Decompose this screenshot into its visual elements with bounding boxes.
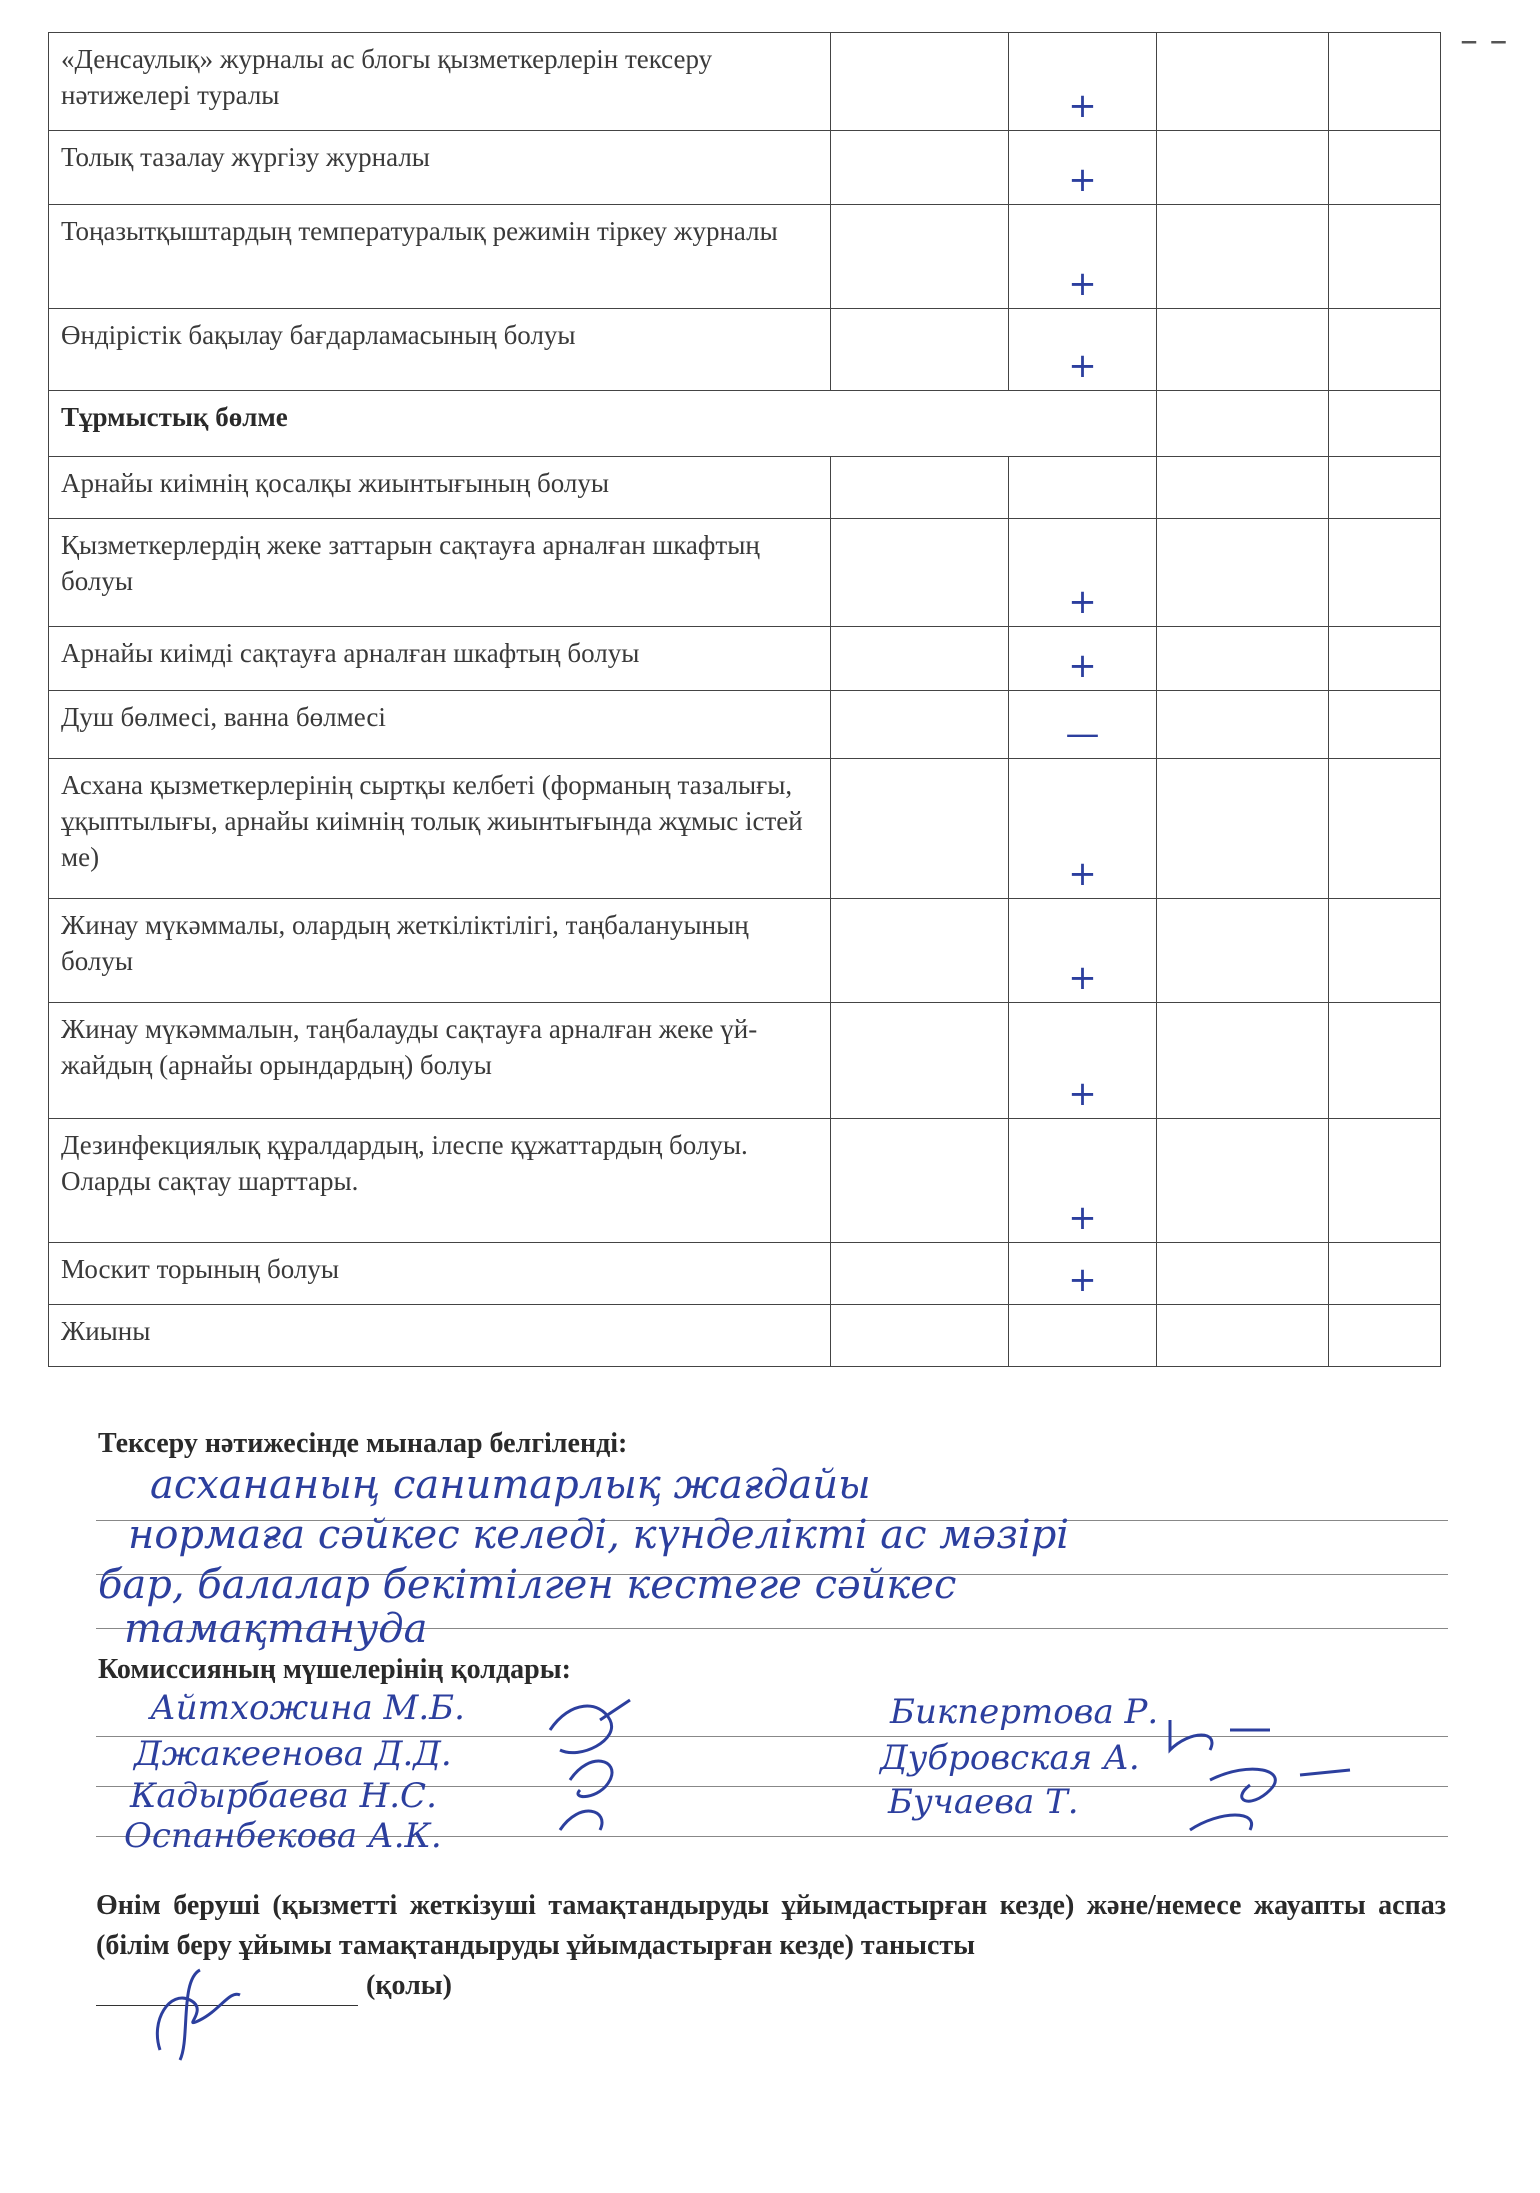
- table-row: [49, 205, 1441, 309]
- signatory-name: Кадырбаева Н.С.: [130, 1776, 437, 1816]
- row-label: Дезинфекциялық құралдардың, ілеспе құжаттардың болуы. Оларды сақтау шарттары.: [49, 1119, 831, 1243]
- table-row: [49, 691, 1441, 759]
- row-label: Арнайы киімнің қосалқы жиынтығының болуы: [49, 457, 831, 519]
- row-label: Жинау мүкәммалын, таңбалауды сақтауға арналған жеке үй-жайдың (арнайы орындардың) болуы: [49, 1003, 831, 1119]
- row-label: Толық тазалау жүргізу журналы: [49, 131, 831, 205]
- check-mark: +: [1009, 205, 1157, 309]
- row-label: Өндірістік бақылау бағдарламасының болуы: [49, 309, 831, 391]
- check-mark: +: [1009, 519, 1157, 627]
- check-mark: +: [1009, 899, 1157, 1003]
- acknowledgement-text: Өнім беруші (қызметті жеткізуші тамақтандыруды ұйымдастырған кезде) және/немесе жауапты аспаз (білім беру ұйымы тамақтандыруды ұйымдастырған кезде) танысты: [96, 1890, 1446, 1961]
- check-mark: +: [1009, 759, 1157, 899]
- handwritten-result: нормаға сәйкес келеді, күнделікті ас мәзірі: [128, 1512, 1070, 1558]
- check-mark: +: [1009, 309, 1157, 391]
- corner-mark: – –: [1460, 20, 1508, 61]
- table-row: [49, 131, 1441, 205]
- table-row: [49, 1003, 1441, 1119]
- dash-mark: —: [1009, 691, 1157, 759]
- check-mark: +: [1009, 1119, 1157, 1243]
- table-row: [49, 457, 1441, 519]
- signatory-name: Джакеенова Д.Д.: [134, 1734, 452, 1774]
- row-label: Москит торының болуы: [49, 1243, 831, 1305]
- section-label: Тұрмыстық бөлме: [49, 391, 1157, 457]
- table-row: [49, 1119, 1441, 1243]
- table-row: [49, 519, 1441, 627]
- table-row: [49, 899, 1441, 1003]
- signatory-name: Бучаева Т.: [888, 1782, 1079, 1822]
- signatory-name: Бикпертова Р.: [890, 1692, 1159, 1732]
- check-mark: +: [1009, 627, 1157, 691]
- signatory-name: Дубровская А.: [880, 1738, 1140, 1778]
- check-mark: +: [1009, 1003, 1157, 1119]
- signature-scribble: [540, 1690, 650, 1850]
- signatures-heading: Комиссияның мүшелерінің қолдары:: [98, 1654, 571, 1685]
- table-row: [49, 309, 1441, 391]
- row-label: «Денсаулық» журналы ас блогы қызметкерлерін тексеру нәтижелері туралы: [49, 33, 831, 131]
- row-label: Асхана қызметкерлерінің сыртқы келбеті (форманың тазалығы, ұқыптылығы, арнайы киімнің толық жиынтығында жұмыс істей ме): [49, 759, 831, 899]
- signatory-name: Айтхожина М.Б.: [150, 1688, 465, 1728]
- row-label: Қызметкерлердің жеке заттарын сақтауға арналған шкафтың болуы: [49, 519, 831, 627]
- signature-label: (қолы): [366, 1970, 452, 2001]
- total-label: Жиыны: [49, 1305, 831, 1367]
- table-section-row: [49, 391, 1441, 457]
- signature-scribble: [1150, 1690, 1390, 1850]
- table-total-row: [49, 1305, 1441, 1367]
- row-label: Душ бөлмесі, ванна бөлмесі: [49, 691, 831, 759]
- table-row: [49, 1243, 1441, 1305]
- results-heading: Тексеру нәтижесінде мыналар белгіленді:: [98, 1428, 628, 1459]
- signatory-name: Оспанбекова А.К.: [124, 1816, 442, 1856]
- check-mark: +: [1009, 131, 1157, 205]
- check-mark: [1009, 457, 1157, 519]
- row-label: Арнайы киімді сақтауға арналған шкафтың болуы: [49, 627, 831, 691]
- checklist-table: [48, 32, 1441, 1367]
- check-mark: +: [1009, 1243, 1157, 1305]
- check-mark: +: [1009, 33, 1157, 131]
- handwritten-result: тамақтануда: [124, 1606, 428, 1652]
- handwritten-result: асхананың санитарлық жағдайы: [150, 1462, 871, 1508]
- handwritten-result: бар, балалар бекітілген кестеге сәйкес: [98, 1562, 957, 1608]
- signature-scribble: [140, 1960, 260, 2070]
- row-label: Тоңазытқыштардың температуралық режимін тіркеу журналы: [49, 205, 831, 309]
- table-row: [49, 627, 1441, 691]
- row-label: Жинау мүкәммалы, олардың жеткіліктілігі, таңбалануының болуы: [49, 899, 831, 1003]
- table-row: [49, 33, 1441, 131]
- table-row: [49, 759, 1441, 899]
